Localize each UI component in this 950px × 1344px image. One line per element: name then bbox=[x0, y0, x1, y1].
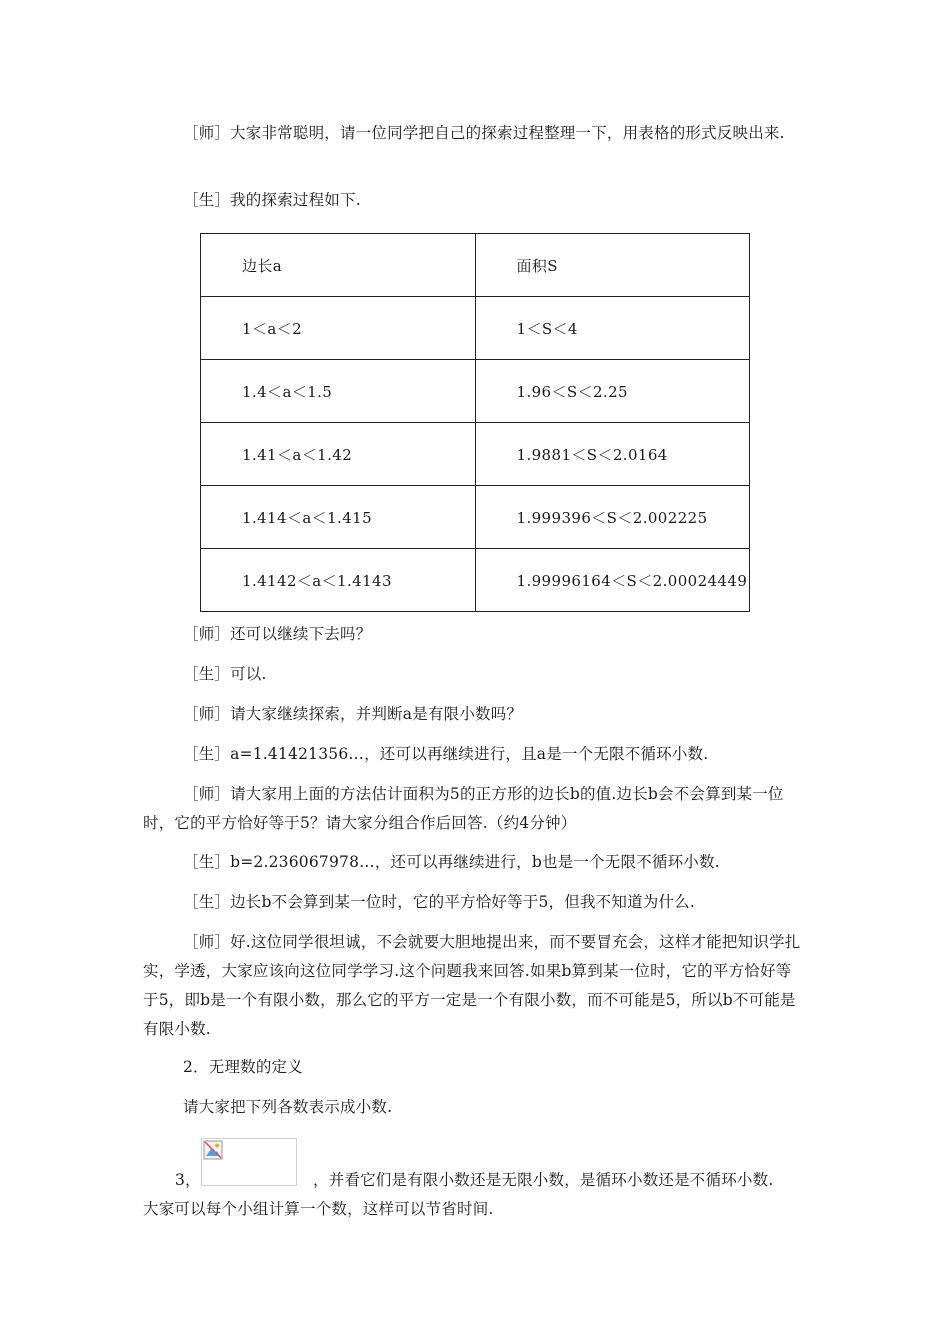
table-cell: 1.41＜a＜1.42 bbox=[201, 423, 476, 486]
table-header-row bbox=[201, 234, 750, 297]
paragraph-teacher-3: ［师］请大家继续探索，并判断a是有限小数吗？ bbox=[183, 705, 523, 723]
table-cell: 1.99996164＜S＜2.00024449 bbox=[475, 549, 750, 612]
table-cell: 1.4142＜a＜1.4143 bbox=[201, 549, 476, 612]
paragraph-teacher-1: ［师］大家非常聪明，请一位同学把自己的探索过程整理一下，用表格的形式反映出来. bbox=[183, 124, 785, 142]
table-header-area: 面积S bbox=[475, 234, 750, 297]
paragraph-student-4: ［生］b=2.236067978…，还可以再继续进行，b也是一个无限不循环小数. bbox=[183, 853, 720, 871]
table-cell: 1.4＜a＜1.5 bbox=[201, 360, 476, 423]
broken-image-icon bbox=[203, 1140, 223, 1160]
paragraph-student-3: ［生］a=1.41421356…，还可以再继续进行，且a是一个无限不循环小数. bbox=[183, 745, 709, 763]
paragraph-teacher-4: ［师］请大家用上面的方法估计面积为5的正方形的边长b的值.边长b会不会算到某一位时，它的平方恰好等于5？请大家分组合作后回答.（约4分钟） bbox=[143, 785, 784, 832]
paragraph-student-2: ［生］可以. bbox=[183, 665, 267, 683]
paragraph-student-1: ［生］我的探索过程如下. bbox=[183, 191, 361, 209]
paragraph-instruction: 请大家把下列各数表示成小数. bbox=[183, 1098, 393, 1116]
exploration-table bbox=[200, 233, 750, 612]
table-row bbox=[201, 297, 750, 360]
table-row bbox=[201, 423, 750, 486]
table-cell: 1.999396＜S＜2.002225 bbox=[475, 486, 750, 549]
table-cell: 1.9881＜S＜2.0164 bbox=[475, 423, 750, 486]
paragraph-teacher-2: ［师］还可以继续下去吗？ bbox=[183, 625, 372, 643]
table-cell: 1＜a＜2 bbox=[201, 297, 476, 360]
table-cell: 1.96＜S＜2.25 bbox=[475, 360, 750, 423]
paragraph-teacher-5: ［师］好.这位同学很坦诚，不会就要大胆地提出来，而不要冒充会，这样才能把知识学扎实，学透，大家应该向这位同学学习.这个问题我来回答.如果b算到某一位时，它的平方恰好等于5，即b是一个有限小数，那么它的平方一定是一个有限小数，而不可能是5，所以b不可能是有限小数. bbox=[143, 933, 801, 1038]
section-heading: 2．无理数的定义 bbox=[183, 1058, 303, 1076]
table-row bbox=[201, 549, 750, 612]
paragraph-continue-text: ，并看它们是有限小数还是无限小数，是循环小数还是不循环小数. bbox=[313, 1171, 774, 1189]
table-header-side: 边长a bbox=[201, 234, 476, 297]
paragraph-student-5: ［生］边长b不会算到某一位时，它的平方恰好等于5，但我不知道为什么. bbox=[183, 893, 696, 911]
number-three-text: 3， bbox=[175, 1171, 201, 1189]
broken-image-placeholder bbox=[201, 1138, 297, 1186]
table-row bbox=[201, 486, 750, 549]
table-cell: 1＜S＜4 bbox=[475, 297, 750, 360]
paragraph-group-text: 大家可以每个小组计算一个数，这样可以节省时间. bbox=[143, 1200, 494, 1218]
table-cell: 1.414＜a＜1.415 bbox=[201, 486, 476, 549]
table-row bbox=[201, 360, 750, 423]
